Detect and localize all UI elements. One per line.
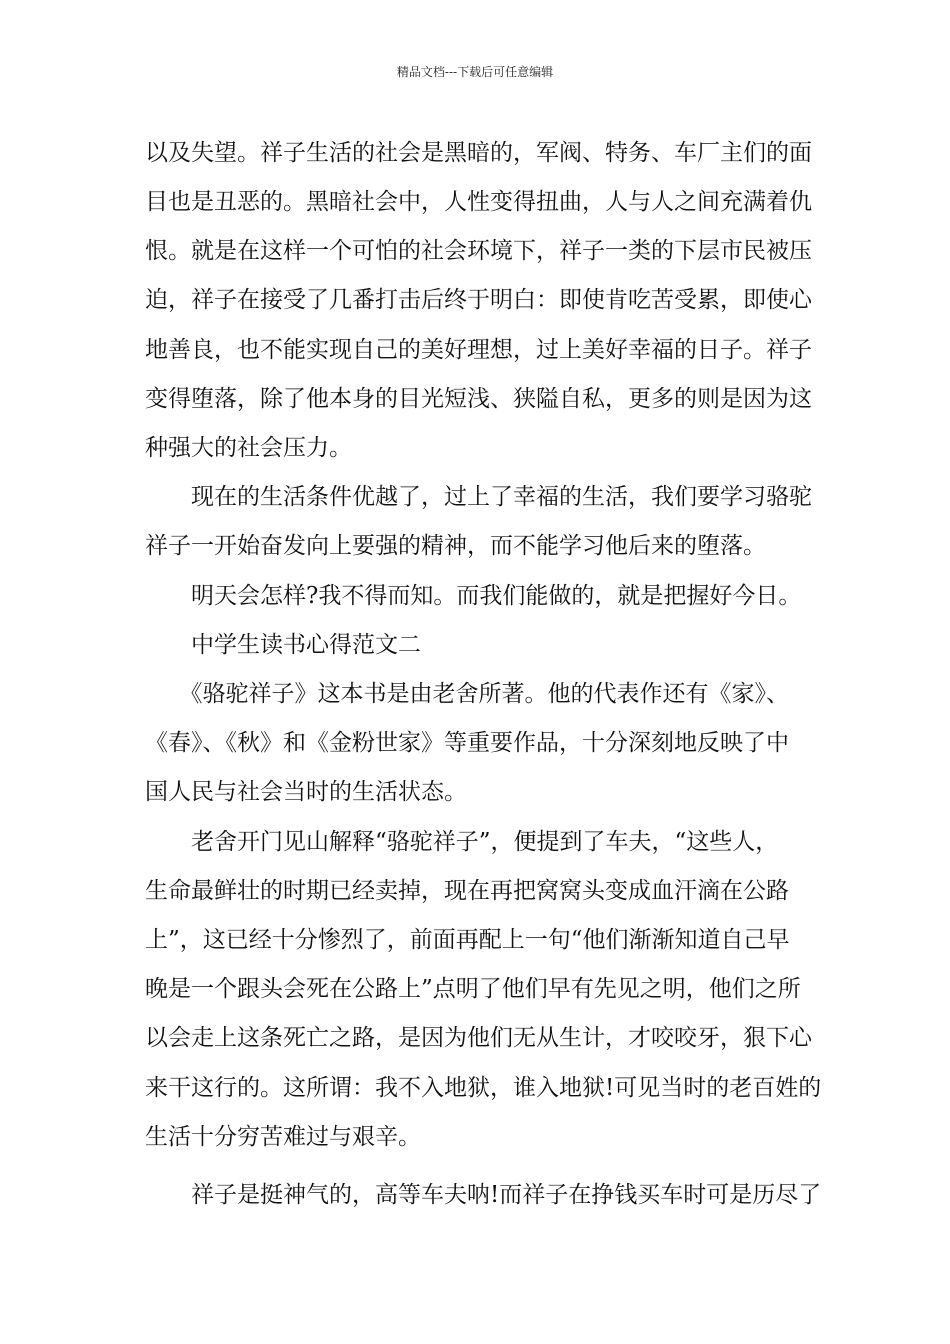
text-line: 目也是丑恶的。黑暗社会中，人性变得扭曲，人与人之间充满着仇 <box>145 189 812 215</box>
text-line: 中学生读书心得范文二 <box>145 632 421 658</box>
text-line: 生命最鲜壮的时期已经卖掉，现在再把窝窝头变成血汗滴在公路 <box>145 878 789 904</box>
text-line: 明天会怎样?我不得而知。而我们能做的，就是把握好今日。 <box>145 583 802 609</box>
text-line: 生活十分穷苦难过与艰辛。 <box>145 1124 421 1150</box>
text-line: 晚是一个跟头会死在公路上”点明了他们早有先见之明，他们之所 <box>145 976 801 1002</box>
text-line: 《骆驼祥子》这本书是由老舍所著。他的代表作还有《家》、 <box>145 681 789 707</box>
text-line: 种强大的社会压力。 <box>145 435 352 461</box>
text-line: 《春》、《秋》和《金粉世家》等重要作品，十分深刻地反映了中 <box>145 730 789 756</box>
text-line: 变得堕落，除了他本身的目光短浅、狭隘自私，更多的则是因为这 <box>145 386 812 412</box>
text-line: 祥子一开始奋发向上要强的精神，而不能学习他后来的堕落。 <box>145 533 766 559</box>
text-line: 恨。就是在这样一个可怕的社会环境下，祥子一类的下层市民被压 <box>145 238 812 264</box>
text-line: 祥子是挺神气的，高等车夫呐!而祥子在挣钱买车时可是历尽了 <box>145 1182 822 1208</box>
text-line: 以及失望。祥子生活的社会是黑暗的，军阀、特务、车厂主们的面 <box>145 140 812 166</box>
text-line: 来干这行的。这所谓：我不入地狱，谁入地狱!可见当时的老百姓的 <box>145 1075 822 1101</box>
text-line: 老舍开门见山解释“骆驼祥子”，便提到了车夫，“这些人， <box>145 829 779 855</box>
text-line: 以会走上这条死亡之路，是因为他们无从生计，才咬咬牙，狠下心 <box>145 1025 812 1051</box>
text-line: 上”，这已经十分惨烈了，前面再配上一句“他们渐渐知道自己早 <box>145 927 790 953</box>
text-line: 现在的生活条件优越了，过上了幸福的生活，我们要学习骆驼 <box>145 484 812 510</box>
text-line: 地善良，也不能实现自己的美好理想，过上美好幸福的日子。祥子 <box>145 337 812 363</box>
text-line: 迫，祥子在接受了几番打击后终于明白：即使肯吃苦受累，即使心 <box>145 287 812 313</box>
text-line: 国人民与社会当时的生活状态。 <box>145 779 467 805</box>
page-header: 精品文档---下载后可任意编辑 <box>396 65 554 79</box>
